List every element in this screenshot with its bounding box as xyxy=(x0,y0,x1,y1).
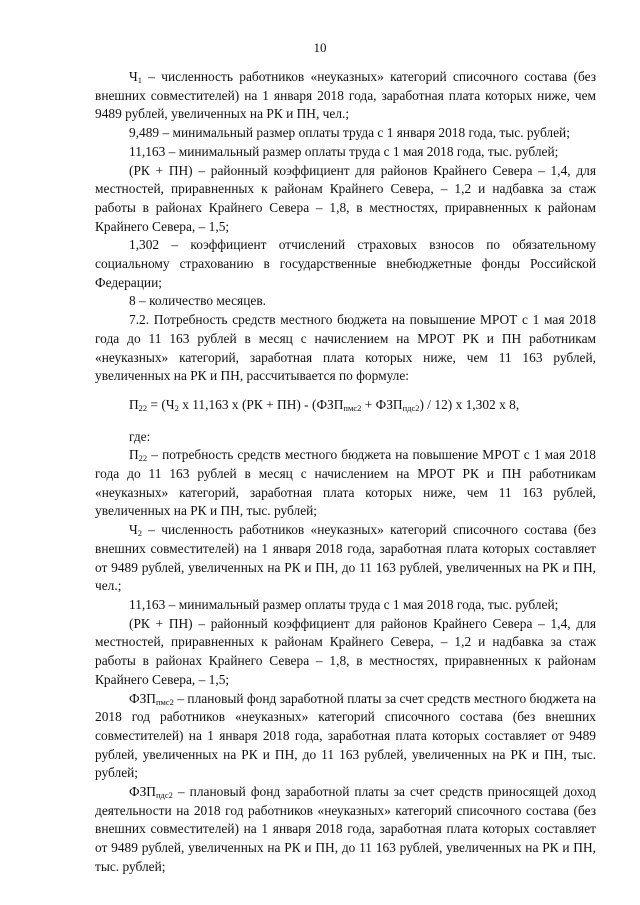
def-item-fzp-pds2: $ФЗП_{пдс2}$ – плановый фонд заработной платы за счет средств приносящей доход деятельности на 2018 год работников «неуказных» категорий списочного состава (без внешних совместителей) на 1 января 2018 года, заработная плата которых составляет от 9489 рублей, увеличенных на РК и ПН, до 11 163 рублей, увеличенных на РК и ПН, тыс. рублей; xyxy=(95,784,596,874)
section-7-2: 7.2. Потребность средств местного бюджета на повышение МРОТ с 1 мая 2018 года до 11 163 рублей в месяц с начислением на МРОТ РК и ПН работникам «неуказных» категорий, заработная плата которых ниже, чем 11 163 рублей, увеличенных на РК и ПН, рассчитывается по формуле: xyxy=(95,312,596,384)
def-item-fzp-pms2: $ФЗП_{пмс2}$ – плановый фонд заработной платы за счет средств местного бюджета на 2018 год работников «неуказных» категорий списочного состава (без внешних совместителей) на 1 января 2018 года, заработная плата которых составляет от 9489 рублей, увеличенных на РК и ПН, до 11 163 рублей, увеличенных на РК и ПН, тыс. рублей; xyxy=(95,690,596,781)
intro-item-insurance-coefficient: 1,302 – коэффициент отчислений страховых взносов по обязательному социальному страхованию в государственные внебюджетные фонды Российской Федерации; xyxy=(95,237,596,290)
def-item-p22: $П_{22}$ – потребность средств местного бюджета на повышение МРОТ с 1 мая 2018 года до 11 163 рублей в месяц с начислением на МРОТ РК и ПН работникам «неуказных» категорий, заработная плата которых ниже, чем 11 163 рублей, увеличенных на РК и ПН, тыс. рублей; xyxy=(95,447,596,519)
document-body xyxy=(95,68,596,877)
intro-item-months: 8 – количество месяцев. xyxy=(129,293,266,309)
page-number: 10 xyxy=(313,40,327,55)
intro-item-ch1: $Ч_1$ – численность работников «неуказных» категорий списочного состава (без внешних совместителей) на 1 января 2018 года, заработная плата которых ниже, чем 9489 рублей, увеличенных на РК и ПН, чел.; xyxy=(95,69,596,122)
def-item-ch2: $Ч_2$ – численность работников «неуказных» категорий списочного состава (без внешних совместителей) на 1 января 2018 года, заработная плата которых составляет от 9489 рублей, увеличенных на РК и ПН, до 11 163 рублей, увеличенных на РК и ПН, чел.; xyxy=(95,522,596,594)
def-item-mrot-may: 11,163 – минимальный размер оплаты труда с 1 мая 2018 года, тыс. рублей; xyxy=(129,596,559,612)
def-item-rk-pn: (РК + ПН) – районный коэффициент для районов Крайнего Севера – 1,4, для местностей, приравненных к районам Крайнего Севера, – 1,2 и надбавка за стаж работы в районах Крайнего Севера – 1,8, в местностях, приравненных к районам Крайнего Севера, – 1,5; xyxy=(95,615,596,687)
intro-item-mrot-may: 11,163 – минимальный размер оплаты труда с 1 мая 2018 года, тыс. рублей; xyxy=(129,143,559,159)
intro-item-mrot-jan: 9,489 – минимальный размер оплаты труда с 1 января 2018 года, тыс. рублей; xyxy=(129,125,570,141)
intro-item-rk-pn: (РК + ПН) – районный коэффициент для районов Крайнего Севера – 1,4, для местностей, приравненных к районам Крайнего Севера, – 1,2 и надбавка за стаж работы в районах Крайнего Севера – 1,8, в местностях, приравненных к районам Крайнего Севера, – 1,5; xyxy=(95,162,596,234)
formula-p22: $П_{22} = (Ч_2$ х 11,163 х $(РК + ПН) - (ФЗП_{пмс2} + ФЗП_{пдс2}) / 12$) х 1,302 х 8, xyxy=(129,396,520,413)
where-label: где: xyxy=(129,428,151,444)
